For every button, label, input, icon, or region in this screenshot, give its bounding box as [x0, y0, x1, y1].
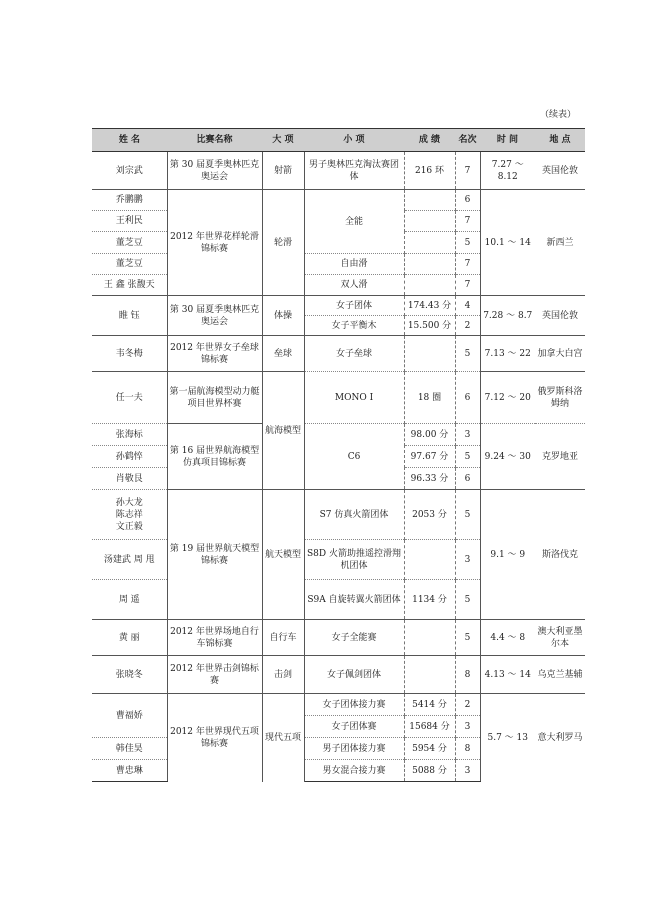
subitem: 女子全能赛 — [304, 620, 404, 656]
header-subitem: 小 项 — [304, 129, 404, 152]
date: 5.7 ～ 13 — [487, 732, 528, 743]
athlete-name: 肖敬艮 — [92, 468, 167, 490]
table-row — [92, 336, 585, 372]
subitem: S8D 火箭助推遥控滑翔机团体 — [304, 540, 404, 580]
subitem: 男子奥林匹克淘汰赛团体 — [304, 152, 404, 190]
subitem: S7 仿真火箭团体 — [304, 490, 404, 540]
athlete-name: 王利民 — [92, 211, 167, 232]
score — [404, 211, 455, 232]
date: 7.27 ～ 8.12 — [480, 152, 535, 190]
rank: 2 — [455, 694, 480, 716]
sport: 轮滑 — [262, 190, 304, 296]
rank: 3 — [455, 760, 480, 782]
rank: 5 — [455, 490, 480, 540]
rank: 8 — [455, 656, 480, 694]
rank: 5 — [455, 336, 480, 372]
subitem: 全能 — [304, 190, 404, 254]
event-name: 2012 年世界现代五项锦标赛 — [167, 694, 262, 782]
date: 9.1 ～ 9 — [480, 490, 535, 620]
header-event: 比赛名称 — [167, 129, 262, 152]
sport: 航海模型 — [262, 372, 304, 490]
score: 2053 分 — [404, 490, 455, 540]
header-name: 姓 名 — [92, 129, 167, 152]
athlete-name: 张晓冬 — [92, 656, 167, 694]
athlete-name: 曹福娇 — [92, 694, 167, 738]
subitem: S9A 自旋转翼火箭团体 — [304, 580, 404, 620]
athlete-name: 汤建武 周 甩 — [92, 540, 167, 580]
score: 96.33 分 — [404, 468, 455, 490]
table-row — [92, 190, 585, 211]
subitem: 女子团体接力赛 — [304, 694, 404, 716]
athlete-name: 王 鑫 张馥天 — [92, 275, 167, 296]
athlete-name: 睢 钰 — [92, 296, 167, 336]
subitem: 女子垒球 — [304, 336, 404, 372]
subitem: 女子平衡木 — [304, 316, 404, 336]
score: 15684 分 — [404, 716, 455, 738]
rank: 5 — [455, 232, 480, 254]
event-name: 2012 年世界击剑锦标赛 — [167, 656, 262, 694]
athlete-name: 张海标 — [92, 424, 167, 446]
place: 加拿大白宫 — [535, 336, 585, 372]
subitem: 女子团体 — [304, 296, 404, 316]
athlete-name: 乔鹏鹏 — [92, 190, 167, 211]
place: 意大利罗马 — [537, 732, 583, 743]
table-row — [92, 620, 585, 656]
event-name: 第 30 届夏季奥林匹克奥运会 — [167, 152, 262, 190]
athlete-name: 任一夫 — [92, 372, 167, 424]
subitem: 双人滑 — [304, 275, 404, 296]
table-row — [92, 656, 585, 694]
place: 俄罗斯科洛姆纳 — [535, 372, 585, 424]
rank: 5 — [455, 446, 480, 468]
score: 1134 分 — [404, 580, 455, 620]
subitem: C6 — [304, 424, 404, 490]
sport: 航天模型 — [262, 490, 304, 620]
table-row — [92, 372, 585, 424]
date: 4.4 ～ 8 — [480, 620, 535, 656]
score — [404, 620, 455, 656]
table-row — [92, 424, 585, 446]
athlete-name: 韩佳昊 — [92, 738, 167, 760]
place: 斯洛伐克 — [535, 490, 585, 620]
rank: 6 — [455, 468, 480, 490]
event-name: 第 30 届夏季奥林匹克奥运会 — [167, 296, 262, 336]
rank: 5 — [455, 580, 480, 620]
subitem: 女子团体赛 — [304, 716, 404, 738]
sport: 体操 — [262, 296, 304, 336]
place: 英国伦敦 — [535, 152, 585, 190]
subitem: MONO Ⅰ — [304, 372, 404, 424]
score: 97.67 分 — [404, 446, 455, 468]
athlete-name: 董芝豆 — [92, 254, 167, 275]
score — [404, 254, 455, 275]
athlete-name: 孙大龙 陈志祥 文正毅 — [92, 490, 167, 540]
header-row — [92, 129, 585, 152]
event-name: 第 19 届世界航天模型锦标赛 — [167, 490, 262, 620]
score: 18 圈 — [404, 372, 455, 424]
sport: 击剑 — [262, 656, 304, 694]
place: 新西兰 — [535, 190, 585, 296]
date: 4.13 ～ 14 — [480, 656, 535, 694]
event-name: 2012 年世界花样轮滑锦标赛 — [167, 190, 262, 296]
continued-label: （续表） — [540, 110, 577, 120]
place: 乌克兰基辅 — [535, 656, 585, 694]
table-row — [92, 296, 585, 316]
score: 15.500 分 — [404, 316, 455, 336]
score: 5088 分 — [404, 760, 455, 782]
table-row — [92, 490, 585, 540]
score — [404, 656, 455, 694]
athlete-name: 董芝豆 — [92, 232, 167, 254]
sport: 垒球 — [262, 336, 304, 372]
rank: 6 — [455, 372, 480, 424]
score — [404, 190, 455, 211]
rank: 5 — [455, 620, 480, 656]
score — [404, 275, 455, 296]
date: 10.1 ～ 14 — [480, 190, 535, 296]
rank: 7 — [455, 254, 480, 275]
place: 克罗地亚 — [535, 424, 585, 490]
rank: 7 — [455, 275, 480, 296]
athlete-name: 黄 丽 — [92, 620, 167, 656]
header-rank: 名次 — [455, 129, 480, 152]
rank: 7 — [455, 152, 480, 190]
athlete-name: 刘宗武 — [92, 152, 167, 190]
score: 5414 分 — [404, 694, 455, 716]
rank: 3 — [455, 716, 480, 738]
athlete-name: 孙鹤悴 — [92, 446, 167, 468]
rank: 4 — [455, 296, 480, 316]
place: 澳大利亚墨尔本 — [535, 620, 585, 656]
subitem: 男女混合接力赛 — [304, 760, 404, 782]
subitem: 自由滑 — [304, 254, 404, 275]
athlete-name: 曹忠琳 — [92, 760, 167, 782]
sport: 射箭 — [262, 152, 304, 190]
date: 9.24 ～ 30 — [480, 424, 535, 490]
subitem: 女子佩剑团体 — [304, 656, 404, 694]
score — [404, 540, 455, 580]
score: 216 环 — [404, 152, 455, 190]
header-sport: 大 项 — [262, 129, 304, 152]
score: 174.43 分 — [404, 296, 455, 316]
date: 7.28 ～ 8.7 — [480, 296, 535, 336]
rank: 7 — [455, 211, 480, 232]
results-table — [92, 128, 585, 782]
table-row — [92, 152, 585, 190]
subitem: 男子团体接力赛 — [304, 738, 404, 760]
table-row — [92, 694, 585, 716]
sport: 自行车 — [262, 620, 304, 656]
athlete-name: 周 遥 — [92, 580, 167, 620]
athlete-name: 韦冬梅 — [92, 336, 167, 372]
sport: 现代五项 — [262, 694, 304, 782]
rank: 3 — [455, 540, 480, 580]
score: 5954 分 — [404, 738, 455, 760]
header-place: 地 点 — [535, 129, 585, 152]
event-name: 2012 年世界女子垒球锦标赛 — [167, 336, 262, 372]
place: 英国伦敦 — [535, 296, 585, 336]
score — [404, 232, 455, 254]
event-name: 第一届航海模型动力艇项目世界杯赛 — [167, 372, 262, 424]
rank: 6 — [455, 190, 480, 211]
header-date: 时 间 — [480, 129, 535, 152]
score: 98.00 分 — [404, 424, 455, 446]
score — [404, 336, 455, 372]
header-score: 成 绩 — [404, 129, 455, 152]
event-name: 2012 年世界场地自行车锦标赛 — [167, 620, 262, 656]
rank: 8 — [455, 738, 480, 760]
date: 7.13 ～ 22 — [480, 336, 535, 372]
rank: 3 — [455, 424, 480, 446]
rank: 2 — [455, 316, 480, 336]
date: 7.12 ～ 20 — [480, 372, 535, 424]
event-name: 第 16 届世界航海模型仿真项目锦标赛 — [167, 424, 262, 490]
